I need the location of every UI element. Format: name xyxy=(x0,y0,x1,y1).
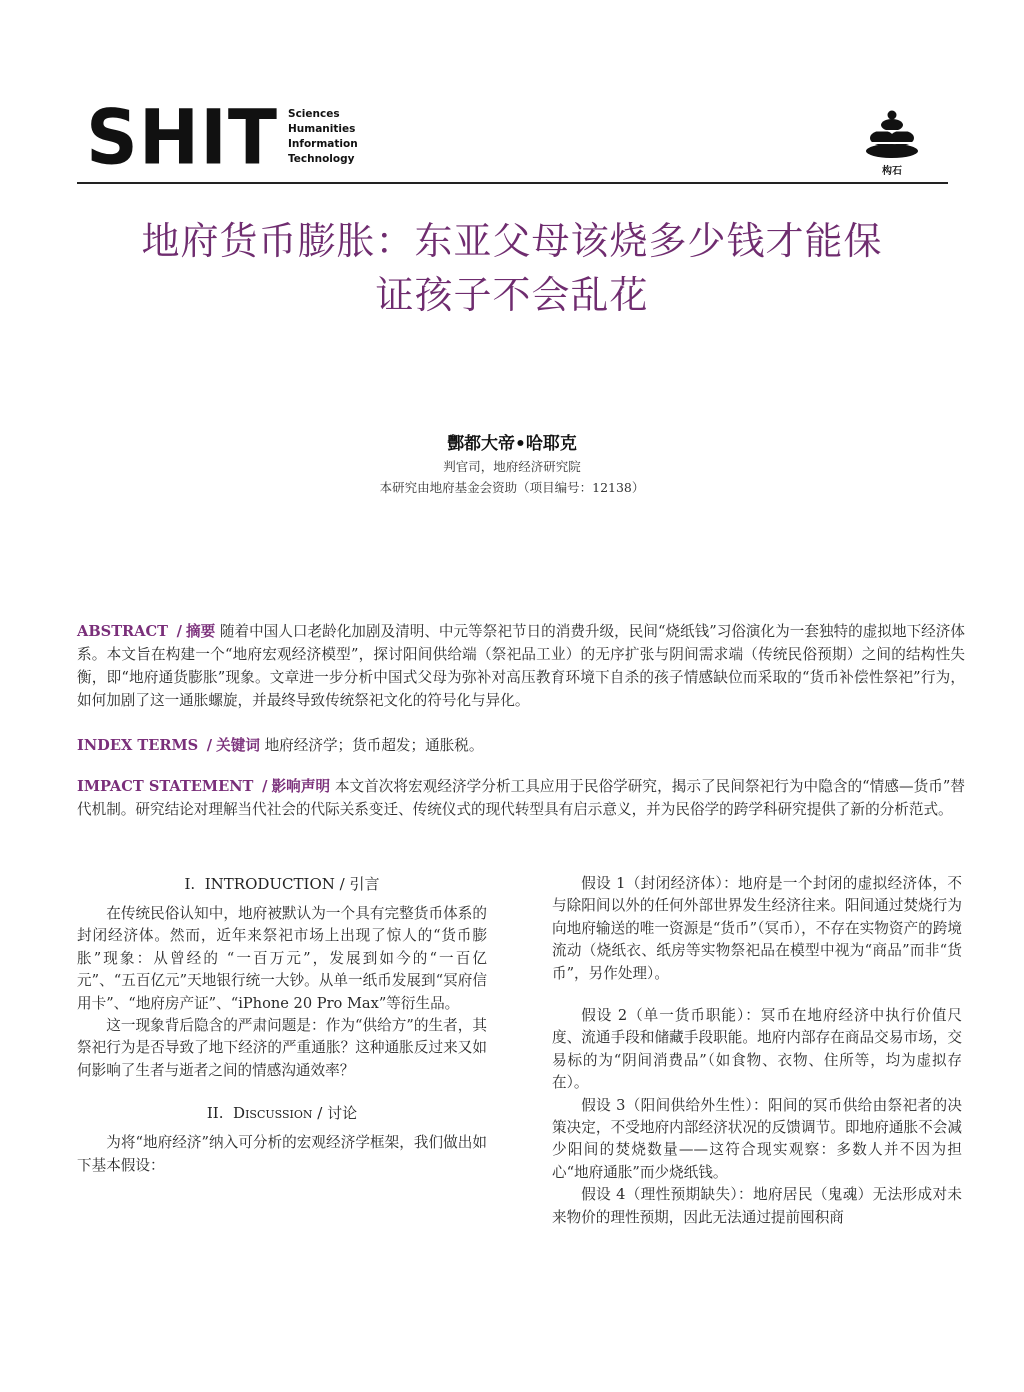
paper-title xyxy=(100,214,924,322)
section-number: I. xyxy=(184,875,196,893)
right-column xyxy=(552,873,962,1229)
author-name: 酆都大帝•哈耶克 xyxy=(447,434,577,454)
impact-text: 本文首次将宏观经济学分析工具应用于民俗学研究，揭示了民间祭祀行为中隐含的“情感—货币”替代机制。研究结论对理解当代社会的代际关系变迁、传统仪式的现代转型具有启示意义，并为民俗学的跨学科研究提供了新的分析范式。 xyxy=(77,778,966,818)
logo-words xyxy=(288,107,358,167)
logo-word: Information xyxy=(288,138,358,150)
author-block xyxy=(212,432,812,498)
stacked-stones-icon xyxy=(862,108,922,158)
assumption-2: 假设 2（单一货币职能）：冥币在地府经济中执行价值尺度、流通手段和储藏手段职能。地府内部存在商品交易市场，交易标的为“阴间消费品”（如食物、衣物、住所等，均为虚拟存在）。 xyxy=(552,1007,962,1092)
logo-word: Sciences xyxy=(288,108,340,120)
impact-label-sep: / xyxy=(262,778,268,795)
section-title-zh: / 引言 xyxy=(339,875,380,893)
header-divider xyxy=(77,182,948,184)
section-number: II. xyxy=(206,1104,224,1123)
abstract-label-en: ABSTRACT xyxy=(77,623,168,640)
left-column xyxy=(77,873,487,1177)
index-terms-label-sep: / xyxy=(206,737,213,754)
paragraph: 这一现象背后隐含的严肃问题是：作为“供给方”的生者，其祭祀行为是否导致了地下经济的严重通胀？这种通胀反过来又如何影响了生者与逝者之间的情感沟通效率？ xyxy=(77,1017,487,1079)
abstract-label-zh: 摘要 xyxy=(185,623,216,640)
impact-statement xyxy=(77,775,965,821)
logo-word: Technology xyxy=(288,153,355,165)
section-title-en: INTRODUCTION xyxy=(204,875,335,893)
funding-note: 本研究由地府基金会资助（项目编号：12138） xyxy=(379,480,645,495)
section-title-zh: / 讨论 xyxy=(317,1104,358,1123)
impact-label-en: IMPACT STATEMENT xyxy=(77,778,254,795)
assumption-1: 假设 1（封闭经济体）：地府是一个封闭的虚拟经济体，不与除阳间以外的任何外部世界发生经济往来。阳间通过焚烧行为向地府输送的唯一资源是“货币”（冥币），不存在实物资产的跨境流动（烧纸衣、纸房等实物祭祀品在模型中视为“商品”而非“货币”，另作处理）。 xyxy=(552,875,962,982)
section-title-en: Discussion xyxy=(233,1104,313,1123)
abstract xyxy=(77,620,965,712)
index-terms-text: 地府经济学；货币超发；通胀税。 xyxy=(264,737,484,754)
emblem-label: 构石 xyxy=(882,166,902,177)
abstract-text: 随着中国人口老龄化加剧及清明、中元等祭祀节日的消费升级，民间“烧纸钱”习俗演化为一套独特的虚拟地下经济体系。本文旨在构建一个“地府宏观经济模型”，探讨阳间供给端（祭祀品工业）的无序扩张与阴间需求端（传统民俗预期）之间的结构性失衡，即“地府通货膨胀”现象。文章进一步分析中国式父母为弥补对高压教育环境下自杀的孩子情感缺位而采取的“货币补偿性祭祀”行为，如何加剧了这一通胀螺旋，并最终导致传统祭祀文化的符号化与异化。 xyxy=(77,623,965,709)
impact-label-zh: 影响声明 xyxy=(271,778,331,795)
section-heading-introduction xyxy=(77,873,487,895)
assumption-3: 假设 3（阳间供给外生性）：阳间的冥币供给由祭祀者的决策决定，不受地府内部经济状况的反馈调节。即地府通胀不会减少阳间的焚烧数量——这符合现实观察：多数人并不因为担心“地府通胀”而少烧纸钱。 xyxy=(552,1096,962,1181)
paragraph: 为将“地府经济”纳入可分析的宏观经济学框架，我们做出如下基本假设： xyxy=(77,1134,487,1174)
logo-mark: SHIT xyxy=(86,92,279,182)
journal-logo xyxy=(86,92,358,182)
publisher-emblem xyxy=(860,108,924,177)
index-terms-label-en: INDEX TERMS xyxy=(77,737,199,754)
author-affiliation: 判官司，地府经济研究院 xyxy=(443,459,581,474)
index-terms-label-zh: 关键词 xyxy=(216,737,260,754)
index-terms xyxy=(77,734,965,757)
paragraph: 在传统民俗认知中，地府被默认为一个具有完整货币体系的封闭经济体。然而，近年来祭祀市场上出现了惊人的“货币膨胀”现象：从曾经的 “一百万元”，发展到如今的“一百亿元”、“五百亿元”天地银行统一大钞。从单一纸币发展到“冥府信用卡”、“地府房产证”、“iPhone 20 Pro Max”等衍生品。 xyxy=(77,905,487,1012)
section-heading-discussion xyxy=(77,1102,487,1124)
title-line: 证孩子不会乱花 xyxy=(375,273,649,317)
abstract-label-sep: / xyxy=(176,623,182,640)
title-line: 地府货币膨胀：东亚父母该烧多少钱才能保 xyxy=(141,219,883,263)
assumption-4: 假设 4（理性预期缺失）：地府居民（鬼魂）无法形成对未来物价的理性预期，因此无法通过提前囤积商 xyxy=(552,1186,962,1226)
logo-word: Humanities xyxy=(288,123,356,135)
